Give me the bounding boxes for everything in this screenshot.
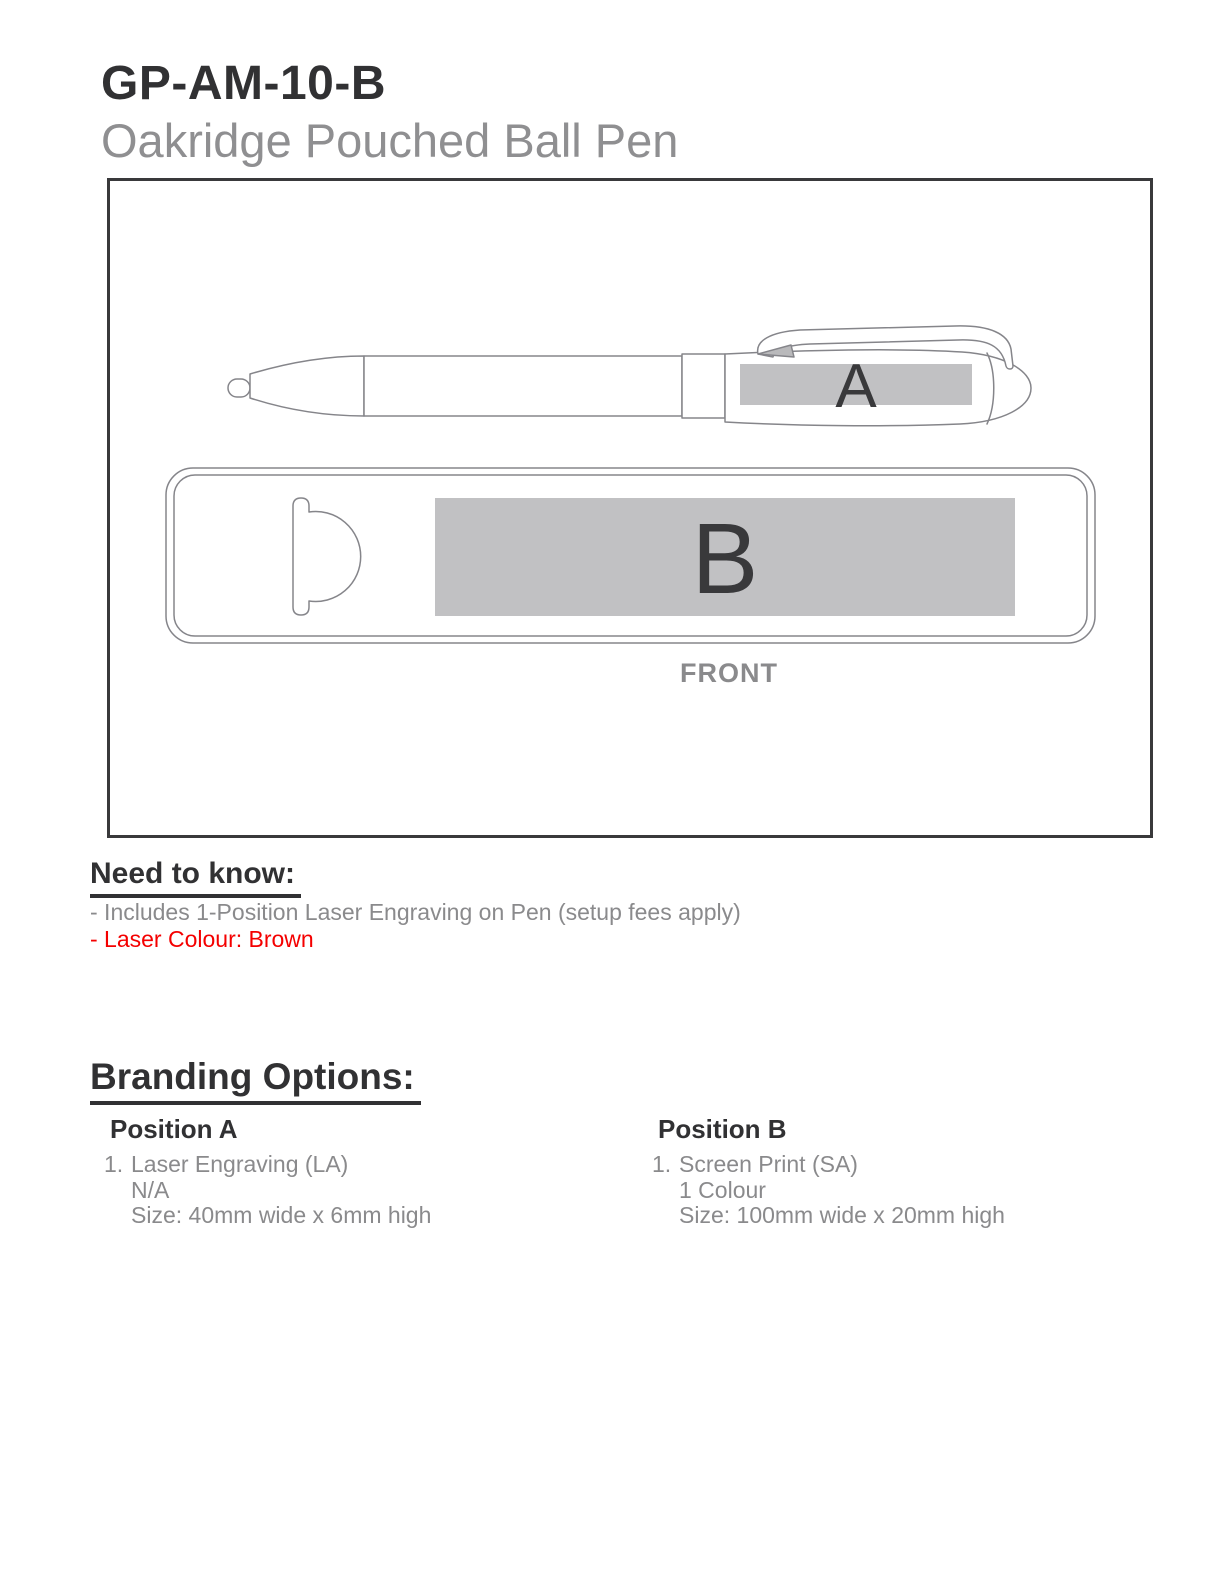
pen-tip-cone — [250, 356, 364, 416]
position-b-heading: Position B — [658, 1114, 787, 1144]
position-a-option — [104, 1152, 431, 1229]
pen-barrel — [364, 356, 682, 416]
option-colours: 1 Colour — [679, 1176, 766, 1203]
option-method: Laser Engraving (LA) — [131, 1151, 349, 1177]
need-to-know-heading: Need to know: — [90, 857, 301, 898]
option-colours: N/A — [131, 1176, 170, 1203]
position-b-label: B — [691, 503, 759, 615]
option-number: 1. — [104, 1151, 124, 1177]
position-b-option — [652, 1152, 1005, 1229]
product-name: Oakridge Pouched Ball Pen — [101, 114, 679, 167]
product-diagram — [110, 181, 1150, 835]
product-code: GP-AM-10-B — [101, 57, 387, 110]
option-size: Size: 100mm wide x 20mm high — [679, 1202, 1005, 1228]
position-a-heading: Position A — [110, 1114, 238, 1144]
need-to-know-item: - Includes 1-Position Laser Engraving on Pen (setup fees apply) — [90, 899, 741, 925]
position-a-label: A — [835, 352, 877, 421]
pouch-illustration — [166, 468, 1095, 643]
pen-ring — [682, 354, 725, 418]
branding-position-a — [104, 1114, 431, 1229]
branding-position-b — [652, 1114, 1005, 1229]
pen-illustration — [228, 326, 1031, 426]
need-to-know-item-laser-colour: - Laser Colour: Brown — [90, 926, 314, 952]
option-method: Screen Print (SA) — [679, 1151, 858, 1177]
front-label: FRONT — [680, 658, 778, 688]
branding-options-heading: Branding Options: — [90, 1056, 421, 1105]
product-diagram-box — [107, 178, 1153, 838]
pen-nib — [228, 379, 250, 397]
option-size: Size: 40mm wide x 6mm high — [131, 1202, 432, 1228]
option-number: 1. — [652, 1151, 672, 1177]
